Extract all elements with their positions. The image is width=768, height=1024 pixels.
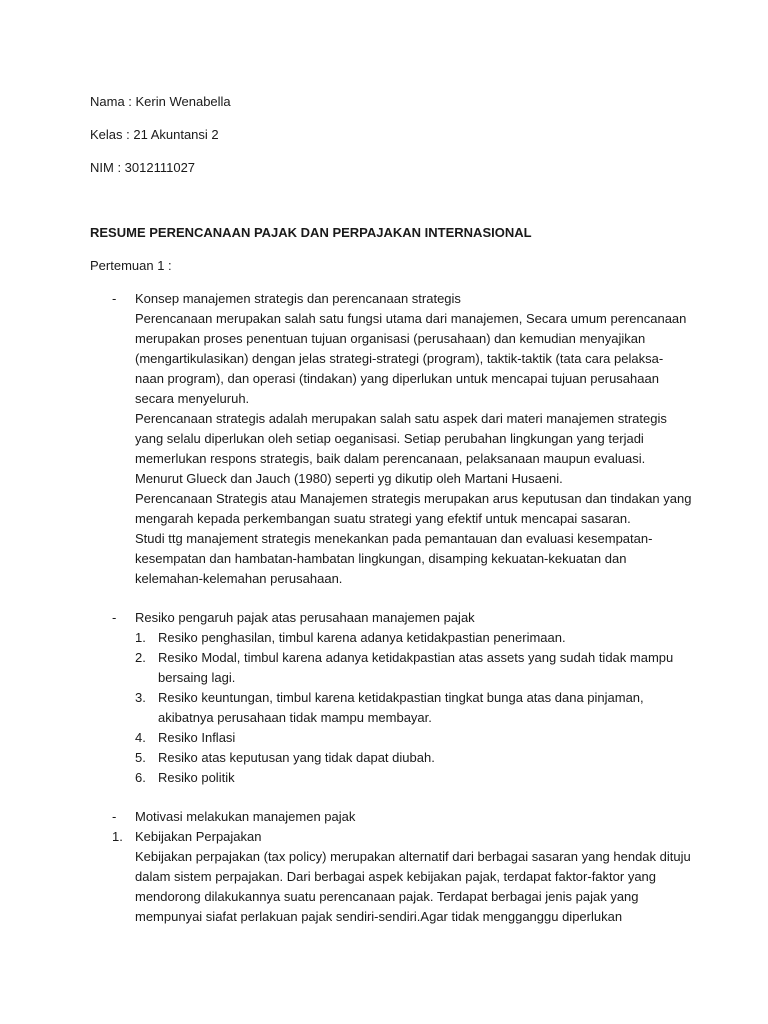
- section1-line: merupakan proses penentuan tujuan organisasi (perusahaan) dan kemudian menyajikan: [135, 331, 646, 346]
- list-item: Resiko atas keputusan yang tidak dapat diubah.: [158, 750, 435, 765]
- nim-line: NIM : 3012111027: [90, 160, 196, 175]
- section1-heading: Konsep manajemen strategis dan perencanaan strategis: [135, 291, 461, 306]
- section1-line: (mengartikulasikan) dengan jelas strategi-strategi (program), taktik-taktik (tata cara pelaksa-: [135, 351, 664, 366]
- list-item-number: 1.: [112, 829, 123, 844]
- section3-bullet: -: [112, 809, 117, 824]
- list-item-number: 5.: [135, 750, 146, 765]
- section1-line: naan program), dan operasi (tindakan) yang diperlukan untuk mencapai tujuan perusahaan: [135, 371, 659, 386]
- section1-line: Menurut Glueck dan Jauch (1980) seperti yg dikutip oleh Martani Husaeni.: [135, 471, 563, 486]
- section1-line: Perencanaan Strategis atau Manajemen strategis merupakan arus keputusan dan tindakan yang: [135, 491, 692, 506]
- section3-line: mempunyai siafat perlakuan pajak sendiri-sendiri.Agar tidak mengganggu diperlukan: [135, 909, 623, 924]
- section2-heading: Resiko pengaruh pajak atas perusahaan manajemen pajak: [135, 610, 475, 625]
- section1-line: kesempatan dan hambatan-hambatan lingkungan, disamping kekuatan-kekuatan dan: [135, 551, 627, 566]
- list-item: Resiko keuntungan, timbul karena ketidakpastian tingkat bunga atas dana pinjaman,: [158, 690, 644, 705]
- section3-line: mendorong dilakukannya suatu perencanaan pajak. Terdapat berbagai jenis pajak yang: [135, 889, 639, 904]
- section3-line: dalam sistem perpajakan. Dari berbagai aspek kebijakan pajak, terdapat faktor-faktor yang: [135, 869, 657, 884]
- section1-line: yang selalu diperlukan oleh setiap oeganisasi. Setiap perubahan lingkungan yang terjadi: [135, 431, 644, 446]
- list-item-number: 2.: [135, 650, 146, 665]
- list-item: Resiko Inflasi: [158, 730, 236, 745]
- list-item: Resiko Modal, timbul karena adanya ketidakpastian atas assets yang sudah tidak mampu: [158, 650, 674, 665]
- section3-line: Kebijakan perpajakan (tax policy) merupakan alternatif dari berbagai sasaran yang hendak dituju: [135, 849, 691, 864]
- section1-line: Perencanaan strategis adalah merupakan salah satu aspek dari materi manajemen strategis: [135, 411, 667, 426]
- list-item-number: 4.: [135, 730, 146, 745]
- section2-bullet: -: [112, 610, 117, 625]
- meeting-label: Pertemuan 1 :: [90, 258, 172, 273]
- section3-item-title: Kebijakan Perpajakan: [135, 829, 262, 844]
- section1-line: Perencanaan merupakan salah satu fungsi utama dari manajemen, Secara umum perencanaan: [135, 311, 687, 326]
- list-item: Resiko politik: [158, 770, 235, 785]
- list-item-number: 1.: [135, 630, 146, 645]
- list-item-continuation: akibatnya perusahaan tidak mampu membayar.: [158, 710, 432, 725]
- section1-line: mengarah kepada perkembangan suatu strategi yang efektif untuk mencapai sasaran.: [135, 511, 631, 526]
- list-item-continuation: bersaing lagi.: [158, 670, 236, 685]
- list-item-number: 6.: [135, 770, 146, 785]
- section1-line: secara menyeluruh.: [135, 391, 250, 406]
- document-title: RESUME PERENCANAAN PAJAK DAN PERPAJAKAN INTERNASIONAL: [90, 225, 532, 240]
- section3-heading: Motivasi melakukan manajemen pajak: [135, 809, 356, 824]
- name-line: Nama : Kerin Wenabella: [90, 94, 231, 109]
- class-line: Kelas : 21 Akuntansi 2: [90, 127, 219, 142]
- section1-line: kelemahan-kelemahan perusahaan.: [135, 571, 343, 586]
- list-item: Resiko penghasilan, timbul karena adanya ketidakpastian penerimaan.: [158, 630, 566, 645]
- section1-line: memerlukan respons strategis, baik dalam perencanaan, pelaksanaan maupun evaluasi.: [135, 451, 646, 466]
- section1-line: Studi ttg manajement strategis menekankan pada pemantauan dan evaluasi kesempatan-: [135, 531, 653, 546]
- list-item-number: 3.: [135, 690, 146, 705]
- section1-bullet: -: [112, 291, 117, 306]
